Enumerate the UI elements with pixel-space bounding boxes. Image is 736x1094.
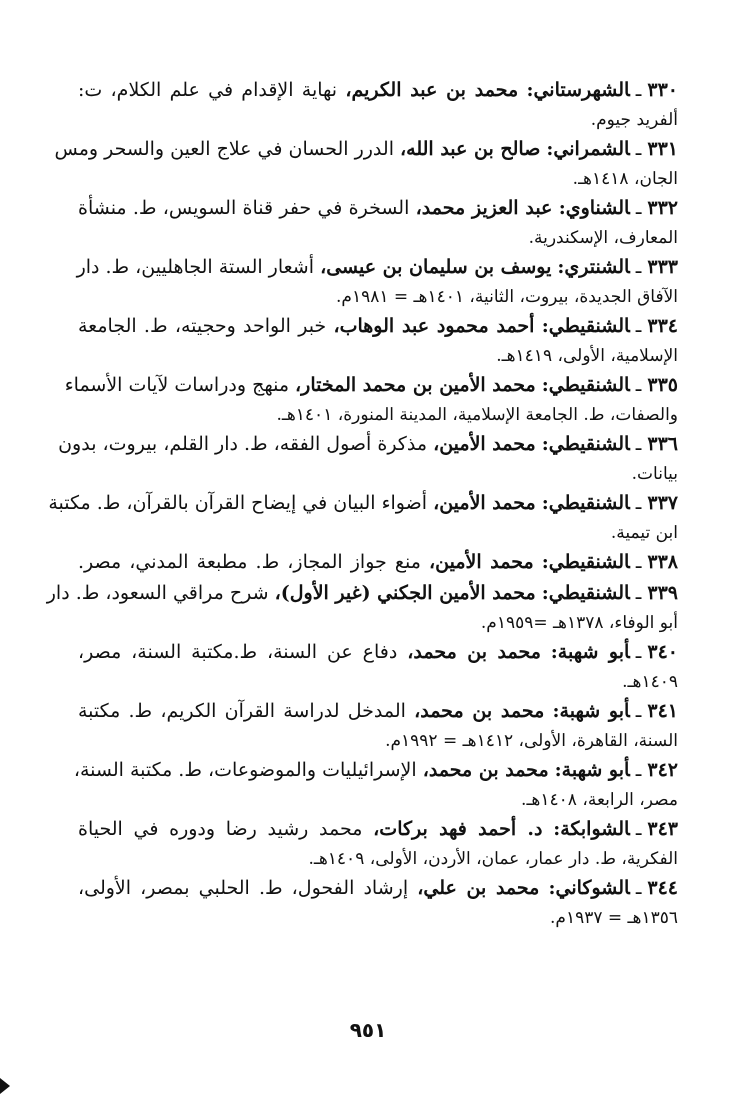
entry-title: المدخل لدراسة القرآن الكريم، ط. مكتبة — [78, 700, 406, 722]
entry-first-line — [78, 637, 678, 668]
entry-author: محمد بن محمد، — [414, 700, 545, 722]
bibliography-entry — [54, 134, 678, 193]
entry-continuation: ١٣٥٦هـ = ١٩٣٧م. — [550, 908, 678, 928]
entry-title: إرشاد الفحول، ط. الحلبي بمصر، الأولى، — [78, 877, 409, 899]
entry-title: مذكرة أصول الفقه، ط. دار القلم، بيروت، بدون — [58, 433, 428, 455]
bibliography-entry — [64, 370, 678, 429]
entry-author: د. أحمد فهد بركات، — [373, 818, 543, 840]
entry-number: ٣٣٣ — [647, 256, 678, 278]
entry-title: محمد رشيد رضا ودوره في الحياة — [78, 818, 363, 840]
entry-continuation: والصفات، ط. الجامعة الإسلامية، المدينة المنورة، ١٤٠١هـ. — [276, 405, 678, 425]
entry-name: أبو شهبة: — [554, 759, 630, 781]
entry-dash: ـ — [635, 256, 642, 278]
entry-number: ٣٣٦ — [647, 433, 678, 455]
entry-first-line — [48, 488, 678, 519]
entry-title: منع جواز المجاز، ط. مطبعة المدني، مصر. — [78, 551, 421, 573]
entry-continuation: الجان، ١٤١٨هـ. — [572, 169, 678, 189]
entry-dash: ـ — [635, 551, 642, 573]
entry-continuation: الآفاق الجديدة، بيروت، الثانية، ١٤٠١هـ = ١٩٨١م. — [336, 287, 678, 307]
entry-name: الشمراني: — [546, 138, 630, 160]
entry-name: أبو شهبة: — [550, 641, 630, 663]
bibliography-entry — [78, 311, 678, 370]
entry-title: منهج ودراسات لآيات الأسماء — [64, 374, 289, 396]
entry-name: الشهرستاني: — [526, 79, 630, 101]
entry-name: الشنقيطي: — [541, 433, 630, 455]
bibliography-entry — [58, 429, 678, 488]
entry-continuation: مصر، الرابعة، ١٤٠٨هـ. — [521, 790, 678, 810]
entry-continuation: ألفريد جيوم. — [590, 110, 678, 130]
entry-first-line — [78, 873, 678, 904]
entry-author: صالح بن عبد الله، — [400, 138, 541, 160]
entry-title: الدرر الحسان في علاج العين والسحر ومس — [54, 138, 394, 160]
entry-name: الشوكاني: — [548, 877, 630, 899]
entry-name: الشنقيطي: — [541, 582, 630, 604]
entry-number: ٣٤٢ — [647, 759, 678, 781]
entry-dash: ـ — [635, 79, 642, 101]
entry-dash: ـ — [635, 433, 642, 455]
entry-dash: ـ — [635, 818, 642, 840]
entry-name: الشنقيطي: — [541, 374, 630, 396]
entry-name: الشناوي: — [558, 197, 630, 219]
entry-author: أحمد محمود عبد الوهاب، — [333, 315, 535, 337]
bibliography-entry — [73, 755, 678, 814]
entry-first-line — [78, 696, 678, 727]
entry-dash: ـ — [635, 374, 642, 396]
entry-title: نهاية الإقدام في علم الكلام، ت: — [78, 79, 338, 101]
entry-continuation: الفكرية، ط. دار عمار، عمان، الأردن، الأولى، ١٤٠٩هـ. — [308, 849, 678, 869]
entry-name: الشوابكة: — [553, 818, 630, 840]
entry-title: أشعار الستة الجاهليين، ط. دار — [76, 256, 315, 278]
entry-name: أبو شهبة: — [552, 700, 630, 722]
entry-first-line — [78, 547, 678, 578]
entry-continuation: أبو الوفاء، ١٣٧٨هـ =١٩٥٩م. — [480, 613, 678, 633]
entry-name: الشنقيطي: — [541, 315, 630, 337]
bibliography-list — [46, 75, 679, 932]
entry-author: محمد بن محمد، — [422, 759, 549, 781]
entry-title: أضواء البيان في إيضاح القرآن بالقرآن، ط. مكتبة — [48, 492, 428, 514]
entry-author: محمد الأمين، — [433, 492, 536, 514]
bibliography-entry — [78, 637, 678, 696]
entry-dash: ـ — [635, 138, 642, 160]
entry-title: دفاع عن السنة، ط.مكتبة السنة، مصر، — [78, 641, 398, 663]
entry-continuation: المعارف، الإسكندرية. — [528, 228, 678, 248]
bibliography-entry — [78, 696, 678, 755]
entry-number: ٣٤٤ — [647, 877, 679, 899]
entry-first-line — [64, 370, 678, 401]
entry-author: عبد العزيز محمد، — [415, 197, 553, 219]
corner-mark — [0, 1078, 10, 1094]
entry-number: ٣٣٤ — [647, 315, 678, 337]
bibliography-entry — [48, 488, 678, 547]
page-number: ٩٥١ — [349, 1018, 387, 1042]
entry-dash: ـ — [635, 641, 642, 663]
entry-title: الإسرائيليات والموضوعات، ط. مكتبة السنة، — [73, 759, 417, 781]
entry-name: الشنقيطي: — [541, 551, 630, 573]
bibliography-entry — [78, 814, 678, 873]
bibliography-entry — [78, 547, 678, 578]
entry-number: ٣٣٠ — [647, 79, 678, 101]
entry-first-line — [46, 578, 678, 609]
entry-author: محمد بن عبد الكريم، — [345, 79, 519, 101]
entry-title: شرح مراقي السعود، ط. دار — [46, 582, 269, 604]
entry-author: محمد الأمين، — [433, 433, 536, 455]
entry-author: محمد بن محمد، — [407, 641, 541, 663]
entry-number: ٣٤١ — [647, 700, 678, 722]
entry-number: ٣٣٩ — [647, 582, 678, 604]
entry-number: ٣٤٣ — [647, 818, 679, 840]
entry-author: محمد الأمين، — [428, 551, 534, 573]
entry-author: محمد الأمين بن محمد المختار، — [295, 374, 536, 396]
entry-title: خبر الواحد وحجيته، ط. الجامعة — [78, 315, 327, 337]
entry-dash: ـ — [635, 759, 642, 781]
entry-continuation: بيانات. — [631, 464, 678, 484]
entry-dash: ـ — [635, 582, 642, 604]
entry-continuation: الإسلامية، الأولى، ١٤١٩هـ. — [496, 346, 678, 366]
bibliography-entry — [78, 193, 678, 252]
entry-dash: ـ — [635, 492, 642, 514]
entry-first-line — [58, 429, 678, 460]
entry-dash: ـ — [635, 877, 642, 899]
entry-first-line — [73, 755, 678, 786]
entry-dash: ـ — [635, 700, 642, 722]
entry-first-line — [78, 252, 678, 283]
entry-author: يوسف بن سليمان بن عيسى، — [320, 256, 552, 278]
entry-number: ٣٣٧ — [647, 492, 678, 514]
entry-number: ٣٣٥ — [647, 374, 678, 396]
bibliography-entry — [78, 252, 678, 311]
entry-number: ٣٤٠ — [647, 641, 678, 663]
entry-author: محمد الأمين الجكني (غير الأول)، — [274, 582, 536, 604]
entry-first-line — [78, 75, 678, 106]
bibliography-entry — [78, 75, 678, 134]
entry-name: الشنقيطي: — [541, 492, 630, 514]
entry-number: ٣٣١ — [647, 138, 678, 160]
entry-continuation: ١٤٠٩هـ. — [622, 672, 678, 692]
entry-dash: ـ — [635, 197, 642, 219]
entry-first-line — [78, 814, 678, 845]
entry-title: السخرة في حفر قناة السويس، ط. منشأة — [78, 197, 410, 219]
entry-continuation: السنة، القاهرة، الأولى، ١٤١٢هـ = ١٩٩٢م. — [385, 731, 678, 751]
entry-number: ٣٣٨ — [647, 551, 679, 573]
entry-first-line — [78, 311, 678, 342]
bibliography-entry — [78, 873, 678, 932]
entry-dash: ـ — [635, 315, 642, 337]
entry-author: محمد بن علي، — [417, 877, 540, 899]
entry-first-line — [54, 134, 678, 165]
entry-first-line — [78, 193, 678, 224]
entry-continuation: ابن تيمية. — [610, 523, 678, 543]
bibliography-entry — [46, 578, 678, 637]
entry-number: ٣٣٢ — [647, 197, 679, 219]
entry-name: الشنتري: — [557, 256, 630, 278]
